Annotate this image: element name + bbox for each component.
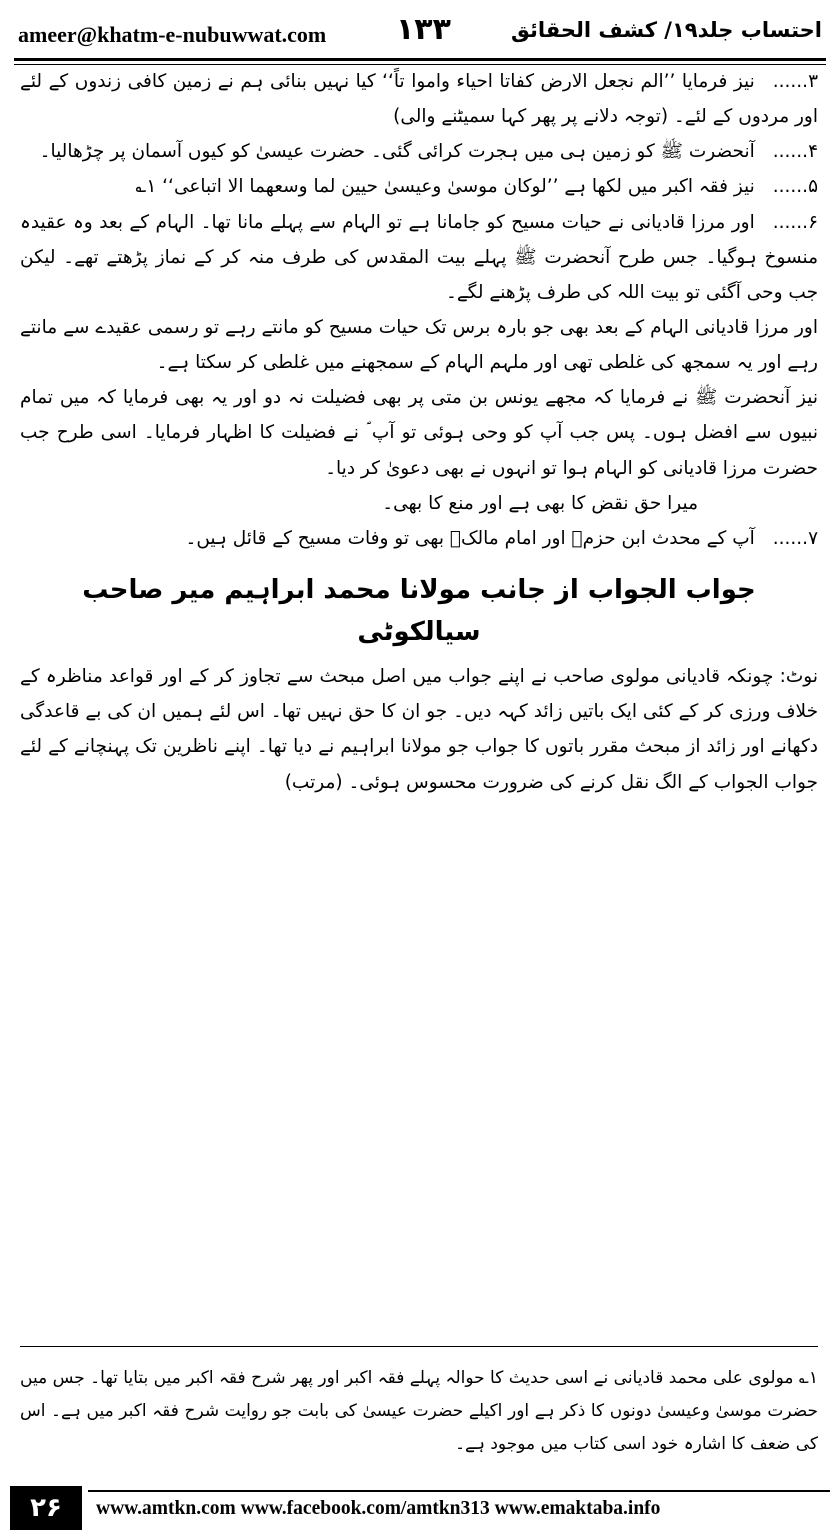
footer-page-box: ۲۶ xyxy=(10,1486,82,1530)
paragraph-6 xyxy=(20,205,818,310)
paragraph-7 xyxy=(20,521,818,556)
footer-links: www.amtkn.com www.facebook.com/amtkn313 www.emaktaba.info xyxy=(96,1498,661,1519)
paragraph-number: ۳...... xyxy=(772,71,818,92)
editor-note: نوٹ: چونکہ قادیانی مولوی صاحب نے اپنے جواب میں اصل مبحث سے تجاوز کر کے اور قواعد مناظرہ کے خلاف ورزی کر کے کئی ایک باتیں زائد کہہ دیں۔ جو ان کا حق نہیں تھا۔ اس لئے ہمیں ان کی بے قاعدگی دکھانے اور زائد از مبحث مقرر باتوں کا جواب جو مولانا ابراہیم نے دیا تھا۔ اپنے ناظرین تک پہنچانے کے لئے جواب الجواب کے الگ نقل کرنے کی ضرورت محسوس ہوئی۔ (مرتب) xyxy=(20,666,818,793)
paragraph-number: ۷...... xyxy=(772,527,818,549)
paragraph-3 xyxy=(20,64,818,134)
paragraph-5 xyxy=(20,169,818,204)
paragraph-text: نیز فقہ اکبر میں لکھا ہے ’’لوکان موسیٰ وعیسیٰ حیین لما وسعھما الا اتباعی‘‘ ۱؎ xyxy=(135,176,755,198)
paragraph-4 xyxy=(20,134,818,169)
paragraph-continuation-2 xyxy=(20,380,818,485)
paragraph-text: آپ کے محدث ابن حزمؒ اور امام مالکؒ بھی تو وفات مسیح کے قائل ہیں۔ xyxy=(185,527,755,549)
paragraph-text: اور مرزا قادیانی الہام کے بعد بھی جو بارہ برس تک حیات مسیح کو مانتے رہے تو رسمی عقیدے سے مانتے رہے اور یہ سمجھ کی غلطی تھی اور ملہم الہام کے سمجھنے میں غلطی کر سکتا ہے۔ xyxy=(20,316,818,374)
paragraph-text: اور مرزا قادیانی نے حیات مسیح کو جامانا ہے تو الہام سے پہلے مانا تھا۔ الہام کے بعد وہ عقیدہ منسوخ ہوگیا۔ جس طرح آنحضرت ﷺ پہلے بیت المقدس کی طرف منہ کر کے نماز پڑھتے تھے۔ لیکن جب وحی آگئی تو بیت اللہ کی طرف پڑھنے لگے۔ xyxy=(20,211,818,303)
paragraph-number: ۵...... xyxy=(772,176,818,198)
paragraph-right-line xyxy=(20,486,818,521)
paragraph-continuation-1 xyxy=(20,310,818,380)
footnote-separator xyxy=(20,1346,818,1347)
header-page-number: ۱۳۳ xyxy=(396,12,451,47)
header-book-title: احتساب جلد۱۹/ کشف الحقائق xyxy=(511,18,822,42)
page-footer xyxy=(10,1486,830,1532)
footnote: ۱؎ مولوی علی محمد قادیانی نے اسی حدیث کا حوالہ پہلے فقہ اکبر اور پھر شرح فقہ اکبر میں بتایا تھا۔ جس میں حضرت موسیٰ وعیسیٰ دونوں کا ذکر ہے اور اکیلے حضرت عیسیٰ کی بابت جو روایت شرح فقہ اکبر میں ہے۔ اس کی ضعف کا اشارہ خود اسی کتاب میں موجود ہے۔ xyxy=(20,1368,818,1455)
paragraph-number: ۴...... xyxy=(772,141,818,163)
paragraph-text: نیز آنحضرت ﷺ نے فرمایا کہ مجھے یونس بن متی پر بھی فضیلت نہ دو اور یہ بھی فرمایا کہ میں تمام نبیوں سے افضل ہوں۔ پس جب آپ کو وحی ہوئی تو آپ ؐ نے فضیلت کا اظہار فرمایا۔ اسی طرح جب حضرت مرزا قادیانی کو الہام ہوا تو انہوں نے بھی دعویٰ کر دیا۔ xyxy=(20,387,818,479)
page-body xyxy=(20,64,818,800)
paragraph-text: میرا حق نقض کا بھی ہے اور منع کا بھی۔ xyxy=(382,492,698,514)
section-heading: جواب الجواب از جانب مولانا محمد ابراہیم میر صاحب سیالکوٹی xyxy=(82,574,756,647)
paragraph-text: نیز فرمایا ’’الم نجعل الارض کفاتا احیاء واموا تاً‘‘ کیا نہیں بنائی ہم نے زمین کافی زندوں کے لئے اور مردوں کے لئے۔ (توجہ دلانے پر پھر کہا سمیٹنے والی) xyxy=(20,71,818,128)
paragraph-number: ۶...... xyxy=(772,211,818,233)
footer-rule xyxy=(88,1490,830,1492)
page-header xyxy=(14,8,826,58)
header-email: ameer@khatm-e-nubuwwat.com xyxy=(18,22,327,47)
paragraph-text: آنحضرت ﷺ کو زمین ہی میں ہجرت کرائی گئی۔ حضرت عیسیٰ کو کیوں آسمان پر چڑھالیا۔ xyxy=(39,141,755,163)
